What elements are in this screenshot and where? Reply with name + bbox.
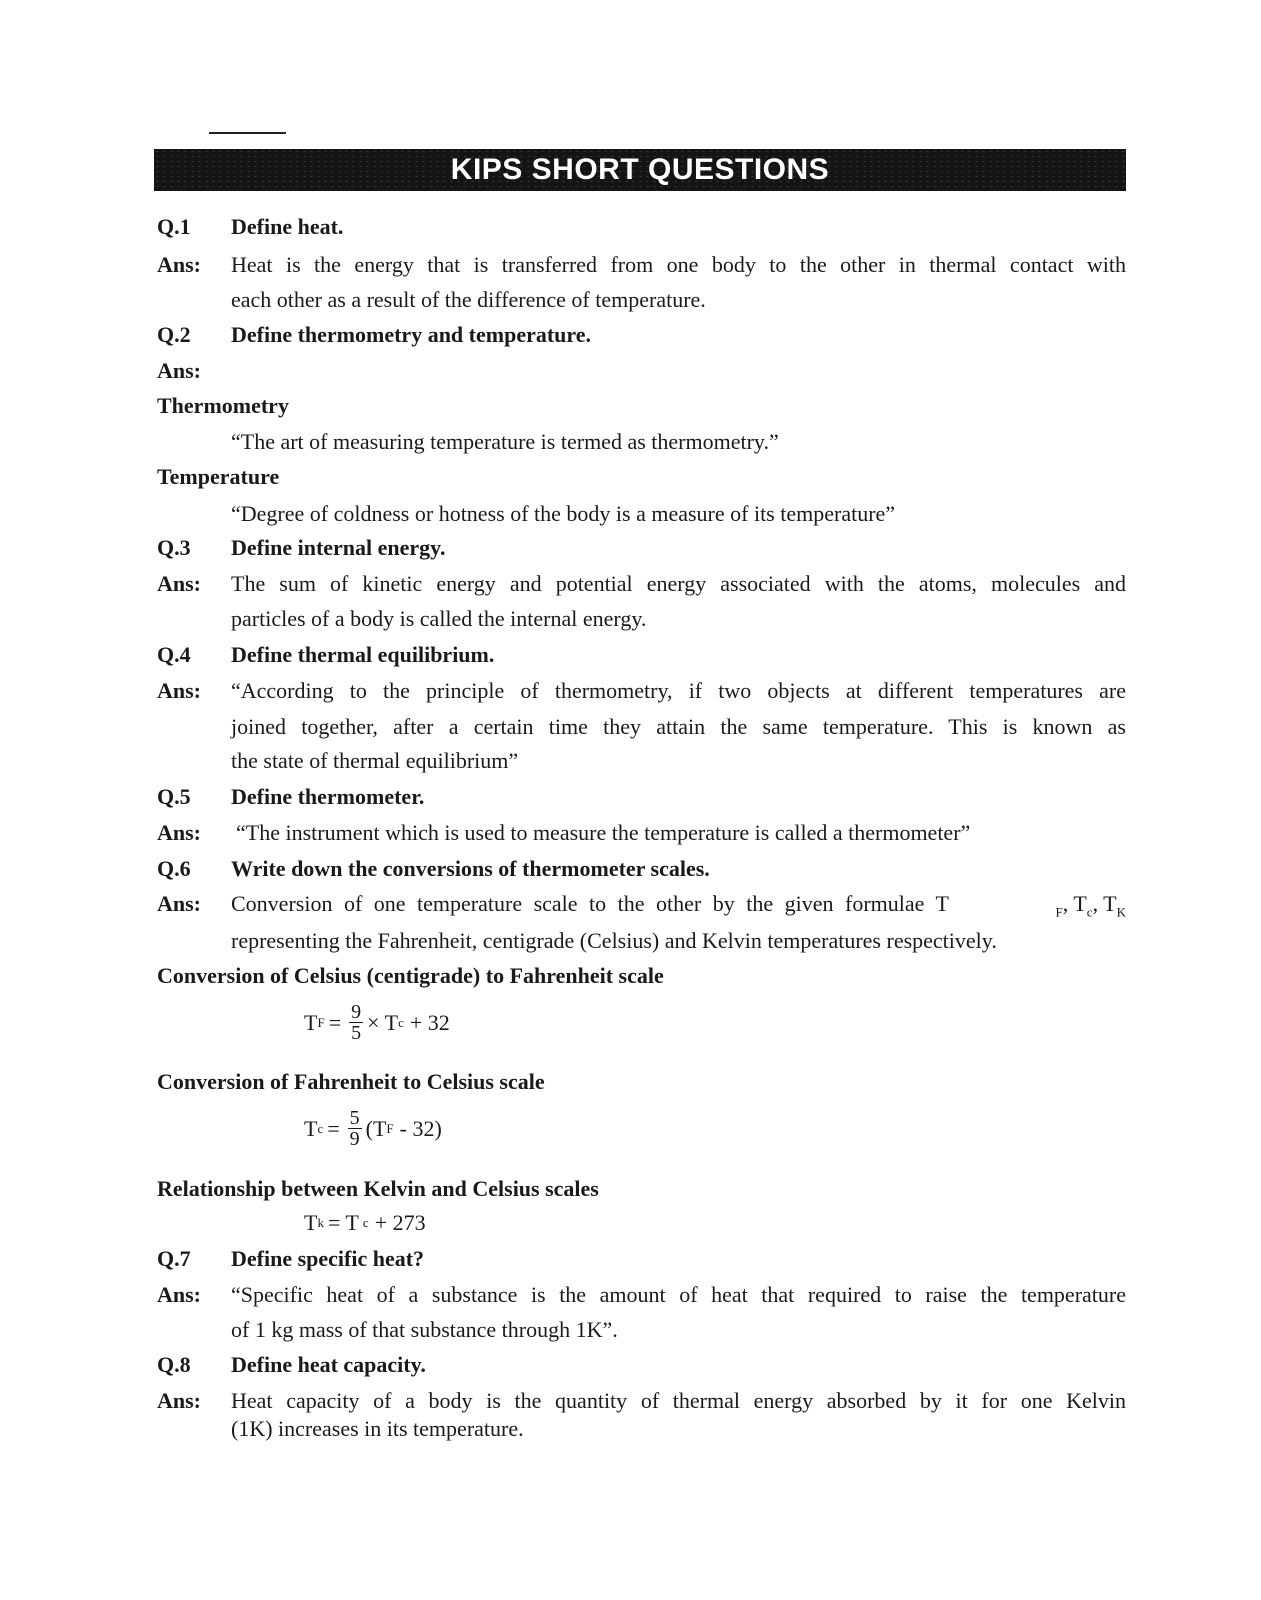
answer-label: Ans: <box>157 678 202 703</box>
formula-subscript: c <box>317 1120 324 1136</box>
answer-line: “According to the principle of thermometry, if two objects at different temperatures are <box>231 678 1126 703</box>
formula-term: + 273 <box>374 1210 426 1235</box>
answer-label: Ans: <box>157 252 202 277</box>
answer-line <box>231 891 1126 920</box>
answer-label: Ans: <box>157 1388 202 1413</box>
answer-line: “Specific heat of a substance is the amount of heat that required to raise the temperature <box>231 1282 1126 1307</box>
formula-equals: = <box>327 1115 340 1141</box>
answer-label: Ans: <box>157 891 202 916</box>
question-number: Q.6 <box>157 856 191 881</box>
question-number: Q.7 <box>157 1246 191 1271</box>
formula-symbol: T <box>304 1115 318 1141</box>
question-number: Q.2 <box>157 322 191 347</box>
question-number: Q.3 <box>157 535 191 560</box>
question-text: Define heat capacity. <box>231 1352 426 1377</box>
subheading: Conversion of Celsius (centigrade) to Fahrenheit scale <box>157 963 664 988</box>
question-number: Q.8 <box>157 1352 191 1377</box>
formula-k-to-c <box>304 1210 426 1236</box>
question-text: Define thermometer. <box>231 784 425 809</box>
answer-line: “The instrument which is used to measure the temperature is called a thermometer” <box>236 820 971 845</box>
page-title: KIPS SHORT QUESTIONS <box>450 153 830 186</box>
section-banner <box>154 149 1126 191</box>
question-text: Define heat. <box>231 214 344 239</box>
answer-line: (1K) increases in its temperature. <box>231 1416 524 1441</box>
answer-label: Ans: <box>157 1282 202 1307</box>
subheading: Temperature <box>157 464 280 489</box>
answer-line: The sum of kinetic energy and potential energy associated with the atoms, molecules and <box>231 571 1126 596</box>
answer-label: Ans: <box>157 358 202 383</box>
answer-line: Heat is the energy that is transferred from one body to the other in thermal contact with <box>231 252 1126 277</box>
formula-subscript: c <box>398 1014 404 1030</box>
subscript: c <box>1086 904 1093 920</box>
fraction <box>349 1002 363 1043</box>
subheading: Relationship between Kelvin and Celsius scales <box>157 1176 599 1201</box>
answer-line: joined together, after a certain time they attain the same temperature. This is known as <box>231 714 1126 739</box>
formula-equals: = <box>328 1009 342 1035</box>
formula-subscript: F <box>386 1120 394 1136</box>
top-rule <box>209 132 286 134</box>
question-text: Define thermometry and temperature. <box>231 322 592 347</box>
question-number: Q.4 <box>157 642 191 667</box>
formula-subscript: c <box>362 1215 369 1230</box>
question-text: Define thermal equilibrium. <box>231 642 495 667</box>
formula-term: + 32 <box>409 1009 450 1035</box>
answer-line: each other as a result of the difference of temperature. <box>231 287 706 312</box>
answer-line: Heat capacity of a body is the quantity of thermal energy absorbed by it for one Kelvin <box>231 1388 1126 1413</box>
formula-symbol: T <box>304 1009 318 1035</box>
fraction <box>348 1108 362 1149</box>
question-text: Define internal energy. <box>231 535 446 560</box>
definition-text: “Degree of coldness or hotness of the body is a measure of its temperature” <box>231 501 896 526</box>
subscript: F <box>1055 904 1063 920</box>
answer-line: of 1 kg mass of that substance through 1K”. <box>231 1317 618 1342</box>
question-number: Q.5 <box>157 784 191 809</box>
answer-line-text: Conversion of one temperature scale to the other by the given formulae T <box>231 891 949 916</box>
question-number: Q.1 <box>157 214 191 239</box>
question-text: Define specific heat? <box>231 1246 425 1271</box>
formula-term: (T <box>365 1115 387 1141</box>
numerator: 5 <box>349 1107 360 1129</box>
formula-equals: = T <box>327 1210 359 1235</box>
subscript: K <box>1116 904 1126 920</box>
denominator: 5 <box>351 1022 362 1044</box>
answer-label: Ans: <box>157 820 202 845</box>
numerator: 9 <box>351 1001 362 1023</box>
answer-line: the state of thermal equilibrium” <box>231 748 519 773</box>
formula-term: - 32) <box>399 1115 442 1141</box>
formula-symbol: T <box>304 1210 318 1235</box>
formula-term: × T <box>367 1009 399 1035</box>
subscript-list: $_F$, $T_c$, $T_K$ <box>1055 891 1126 920</box>
subheading: Conversion of Fahrenheit to Celsius scale <box>157 1069 545 1094</box>
answer-line: representing the Fahrenheit, centigrade (Celsius) and Kelvin temperatures respectively. <box>231 928 997 953</box>
answer-line: particles of a body is called the internal energy. <box>231 606 647 631</box>
question-text: Write down the conversions of thermometer scales. <box>231 856 710 881</box>
answer-label: Ans: <box>157 571 202 596</box>
formula-subscript: k <box>317 1215 324 1230</box>
formula-c-to-f <box>304 1002 450 1043</box>
formula-f-to-c <box>304 1108 442 1149</box>
definition-text: “The art of measuring temperature is termed as thermometry.” <box>231 429 779 454</box>
denominator: 9 <box>349 1128 360 1150</box>
formula-subscript: F <box>317 1014 325 1030</box>
subheading: Thermometry <box>157 393 289 418</box>
